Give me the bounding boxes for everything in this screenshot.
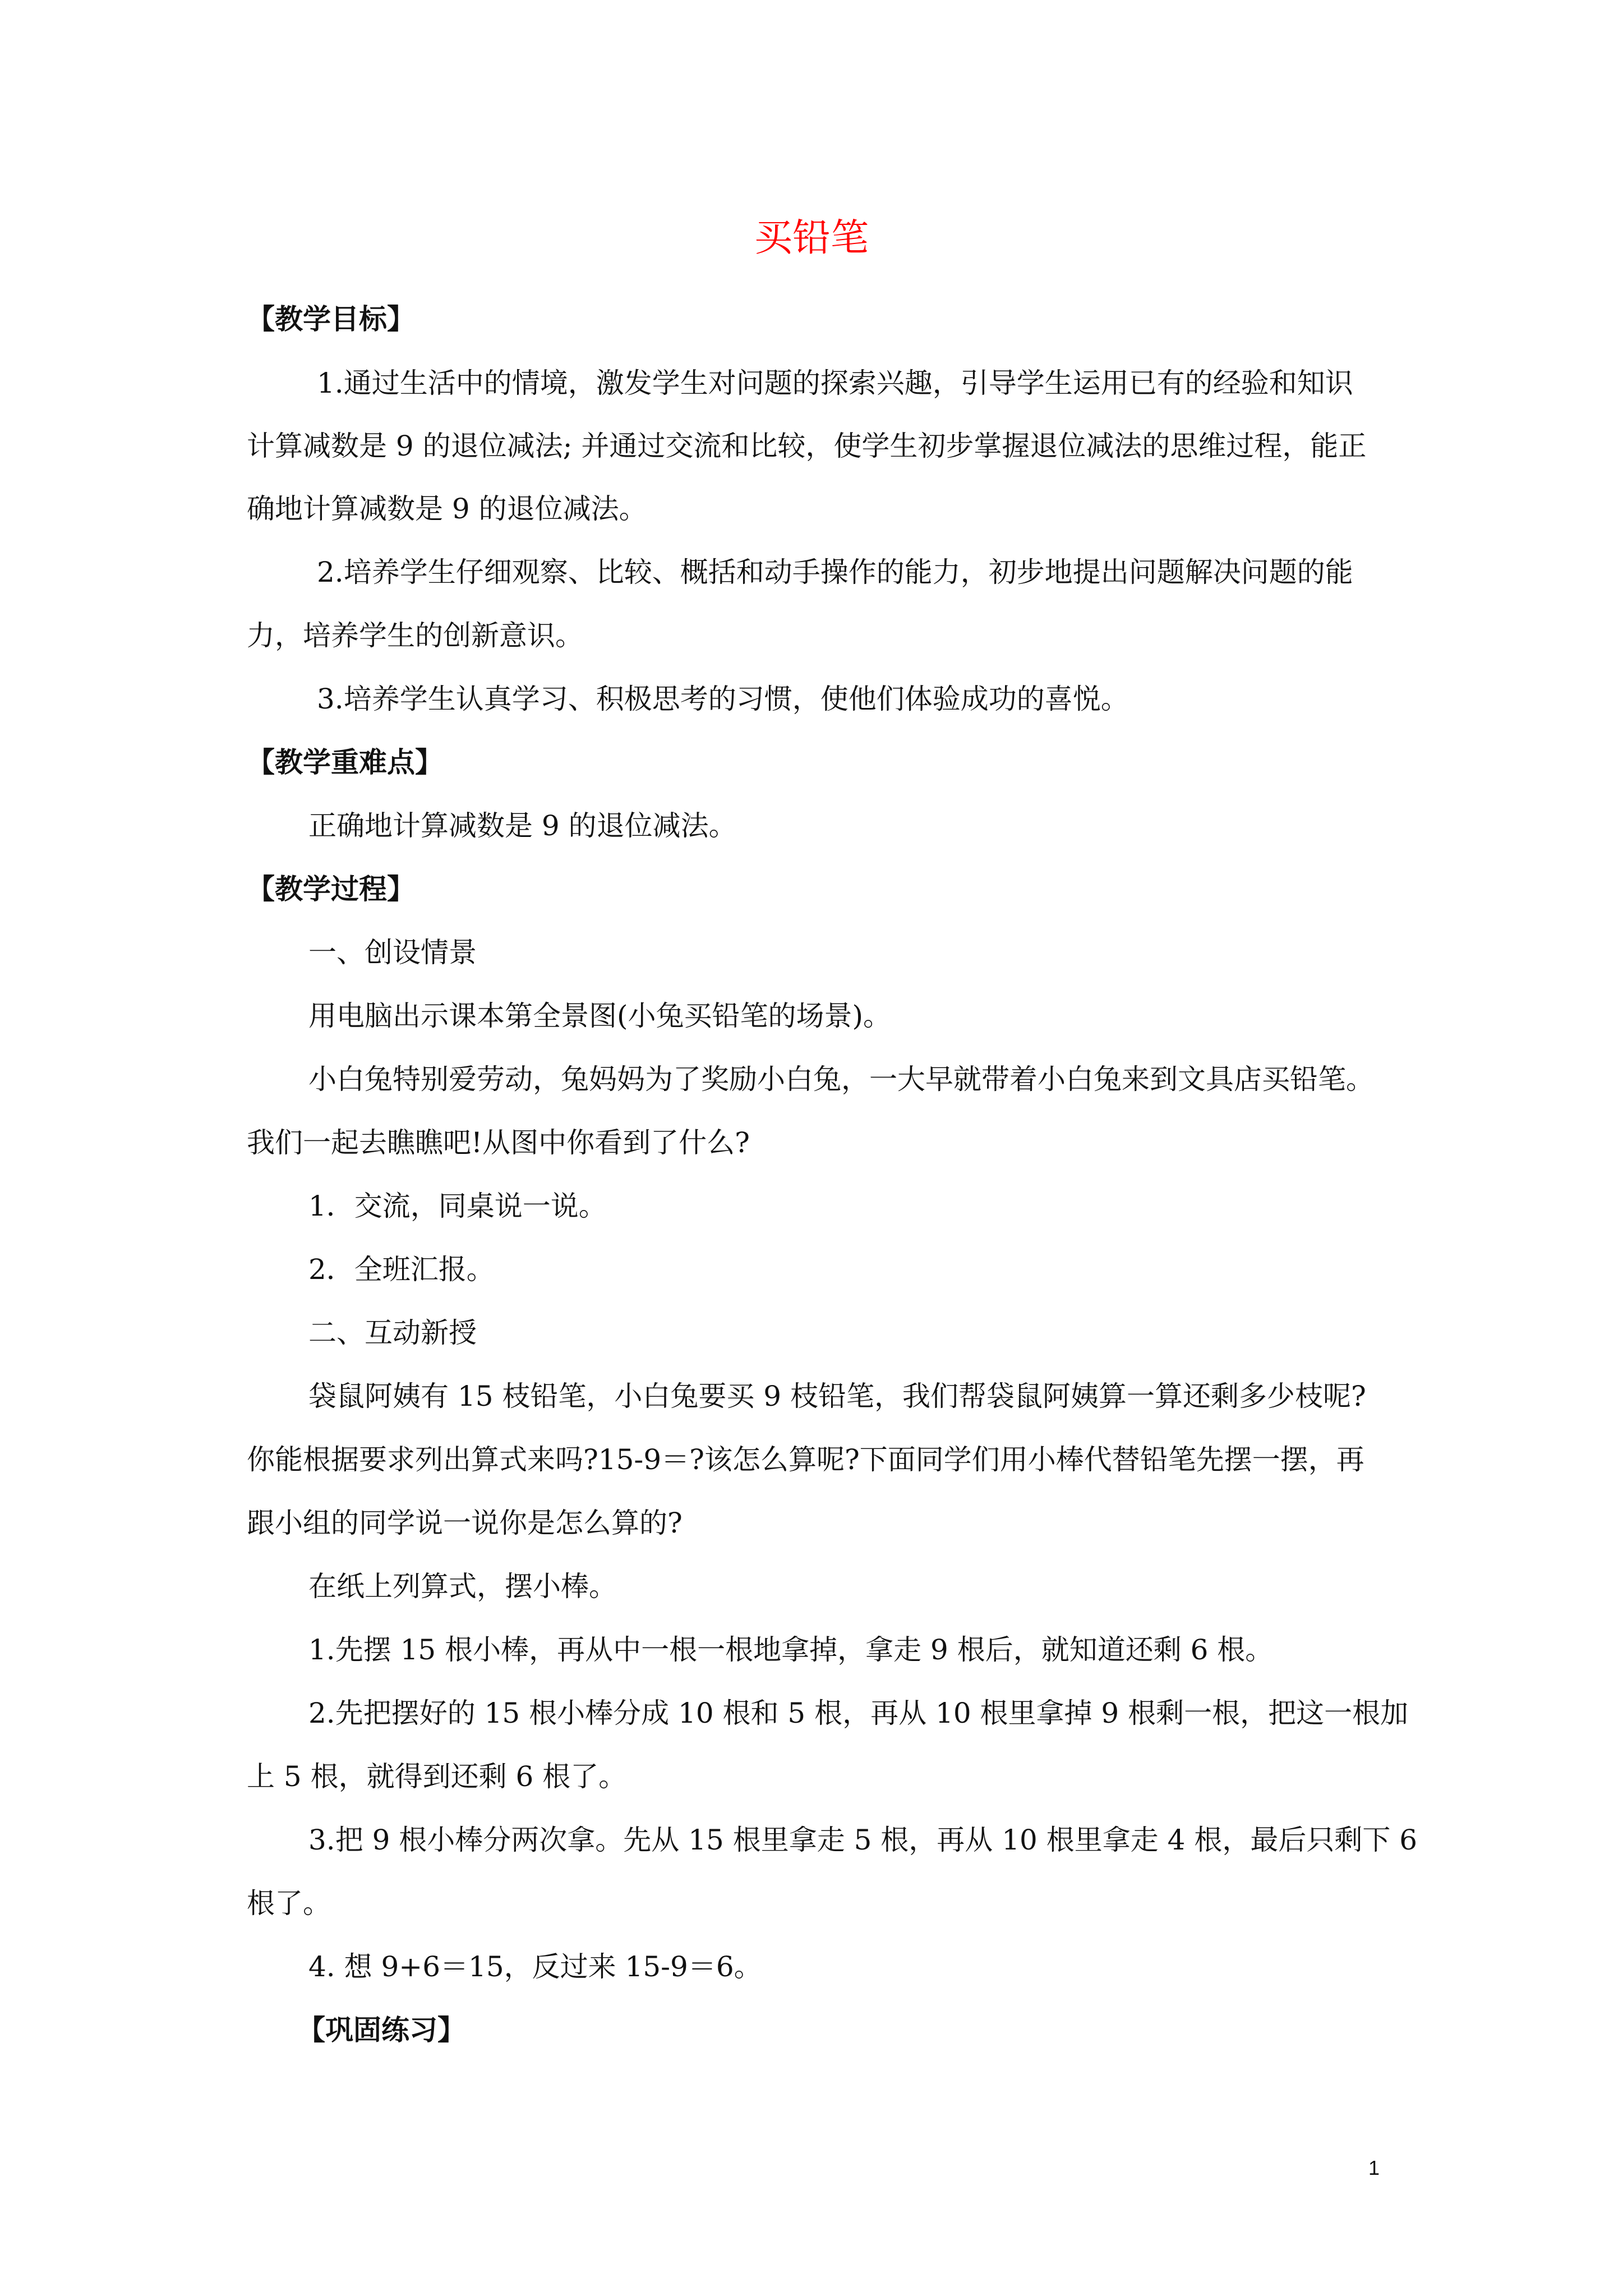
paragraph-line: 计算减数是 9 的退位减法; 并通过交流和比较，使学生初步掌握退位减法的思维过程，能正 — [247, 430, 1367, 462]
paragraph-line: 跟小组的同学说一说你是怎么算的? — [247, 1507, 683, 1539]
paragraph-line: 3.培养学生认真学习、积极思考的习惯，使他们体验成功的喜悦。 — [317, 683, 1129, 715]
paragraph-line: 2.培养学生仔细观察、比较、概括和动手操作的能力，初步地提出问题解决问题的能 — [317, 556, 1353, 588]
list-item: 1.先摆 15 根小棒，再从中一根一根地拿掉，拿走 9 根后，就知道还剩 6 根。 — [308, 1634, 1274, 1666]
paragraph-line: 1.通过生活中的情境，激发学生对问题的探索兴趣，引导学生运用已有的经验和知识 — [317, 367, 1353, 399]
paragraph-line: 你能根据要求列出算式来吗?15-9＝?该怎么算呢?下面同学们用小棒代替铅笔先摆一摆，再 — [247, 1443, 1364, 1476]
section-heading-process: 【教学过程】 — [247, 872, 415, 905]
paragraph-line: 袋鼠阿姨有 15 枝铅笔，小白兔要买 9 枝铅笔，我们帮袋鼠阿姨算一算还剩多少枝呢? — [308, 1380, 1366, 1412]
list-item: 1．交流，同桌说一说。 — [308, 1190, 607, 1222]
subheading-interactive: 二、互动新授 — [308, 1317, 477, 1349]
paragraph-line: 在纸上列算式，摆小棒。 — [308, 1570, 617, 1603]
list-item: 2.先把摆好的 15 根小棒分成 10 根和 5 根，再从 10 根里拿掉 9 根剩一根，把这一根加 — [308, 1697, 1409, 1729]
document-title: 买铅笔 — [754, 216, 869, 260]
paragraph-line: 确地计算减数是 9 的退位减法。 — [247, 493, 647, 525]
paragraph-line: 正确地计算减数是 9 的退位减法。 — [308, 809, 737, 842]
paragraph-line: 根了。 — [247, 1887, 331, 1920]
paragraph-line: 力，培养学生的创新意识。 — [247, 619, 583, 652]
list-item: 2．全班汇报。 — [308, 1253, 495, 1286]
paragraph-line: 我们一起去瞧瞧吧!从图中你看到了什么? — [247, 1126, 750, 1159]
list-item: 3.把 9 根小棒分两次拿。先从 15 根里拿走 5 根，再从 10 根里拿走 4 根，最后只剩下 6 — [308, 1824, 1418, 1856]
section-heading-practice: 【巩固练习】 — [297, 2013, 465, 2046]
paragraph-line: 小白兔特别爱劳动，兔妈妈为了奖励小白兔，一大早就带着小白兔来到文具店买铅笔。 — [308, 1063, 1374, 1096]
list-item: 4. 想 9+6＝15，反过来 15-9＝6。 — [308, 1950, 762, 1983]
paragraph-line: 上 5 根，就得到还剩 6 根了。 — [247, 1760, 627, 1793]
paragraph-line: 用电脑出示课本第全景图(小兔买铅笔的场景)。 — [308, 1000, 892, 1032]
section-heading-goals: 【教学目标】 — [247, 302, 415, 335]
page-number: 1 — [1368, 2156, 1380, 2179]
section-heading-keypoints: 【教学重难点】 — [247, 746, 443, 779]
subheading-create-scene: 一、创设情景 — [308, 936, 477, 969]
